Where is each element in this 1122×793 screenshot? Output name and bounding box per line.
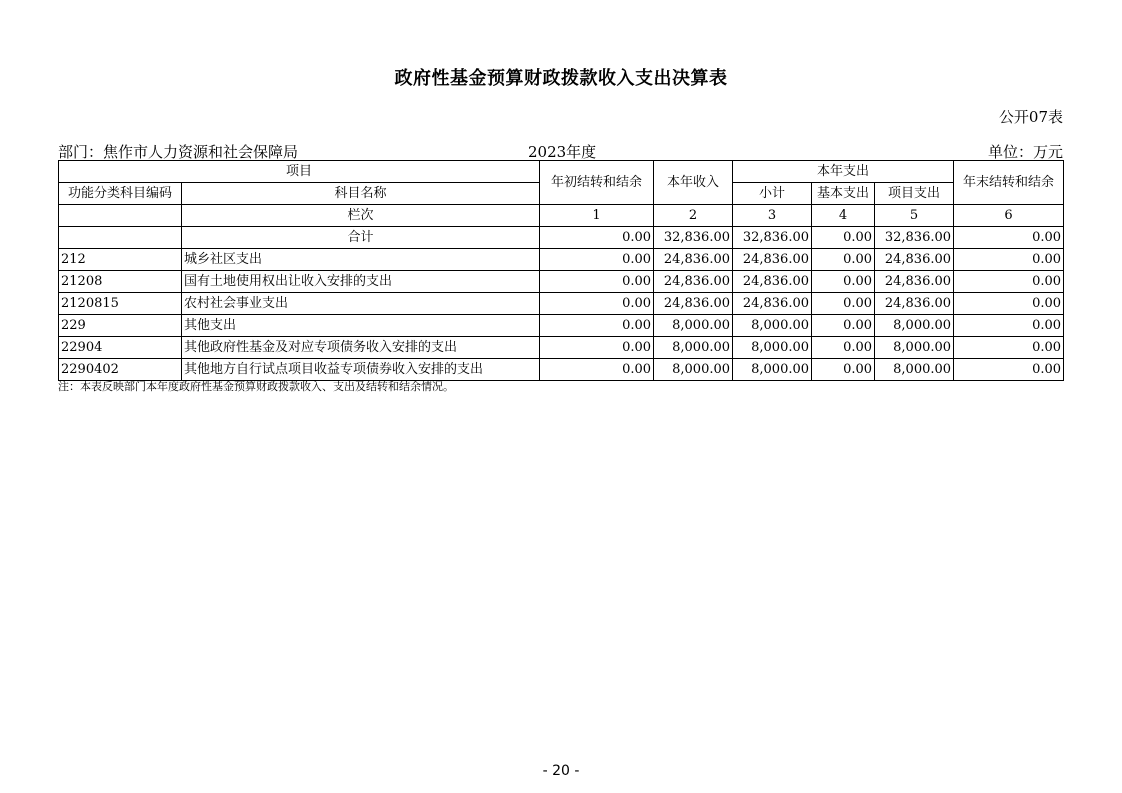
row-income: 24,836.00 — [654, 249, 733, 271]
row-code: 22904 — [59, 337, 182, 359]
row-subtotal: 8,000.00 — [733, 315, 812, 337]
row-project-expense: 24,836.00 — [875, 271, 954, 293]
row-closing: 0.00 — [954, 249, 1064, 271]
total-closing: 0.00 — [954, 227, 1064, 249]
table-row — [59, 271, 1064, 293]
unit-label: 单位：万元 — [987, 143, 1063, 161]
row-basic: 0.00 — [812, 315, 875, 337]
meta-row — [58, 141, 1063, 161]
row-basic: 0.00 — [812, 337, 875, 359]
header-basic-expense: 基本支出 — [812, 183, 875, 205]
fiscal-year: 2023年度 — [528, 143, 597, 161]
table-row — [59, 315, 1064, 337]
total-row — [59, 227, 1064, 249]
column-index-cell: 2 — [654, 205, 733, 227]
row-closing: 0.00 — [954, 271, 1064, 293]
department-label: 部门：焦作市人力资源和社会保障局 — [58, 143, 299, 161]
header-project-expense: 项目支出 — [875, 183, 954, 205]
column-index-label: 栏次 — [182, 205, 540, 227]
row-closing: 0.00 — [954, 315, 1064, 337]
row-income: 24,836.00 — [654, 293, 733, 315]
row-project-expense: 8,000.00 — [875, 359, 954, 381]
header-row-1 — [59, 161, 1064, 183]
page-title: 政府性基金预算财政拨款收入支出决算表 — [394, 68, 728, 89]
row-opening: 0.00 — [540, 271, 654, 293]
total-income: 32,836.00 — [654, 227, 733, 249]
header-name: 科目名称 — [182, 183, 540, 205]
row-name: 农村社会事业支出 — [182, 293, 540, 315]
column-index-cell: 3 — [733, 205, 812, 227]
row-basic: 0.00 — [812, 293, 875, 315]
row-basic: 0.00 — [812, 271, 875, 293]
column-index-row — [59, 205, 1064, 227]
header-project: 项目 — [59, 161, 540, 183]
total-opening: 0.00 — [540, 227, 654, 249]
row-income: 24,836.00 — [654, 271, 733, 293]
row-income: 8,000.00 — [654, 359, 733, 381]
row-project-expense: 8,000.00 — [875, 337, 954, 359]
row-project-expense: 8,000.00 — [875, 315, 954, 337]
row-code: 212 — [59, 249, 182, 271]
row-income: 8,000.00 — [654, 337, 733, 359]
budget-table — [58, 160, 1064, 381]
table-note: 注：本表反映部门本年度政府性基金预算财政拨款收入、支出及结转和结余情况。 — [58, 380, 454, 393]
row-opening: 0.00 — [540, 315, 654, 337]
form-number: 公开07表 — [998, 108, 1063, 126]
row-code: 229 — [59, 315, 182, 337]
column-index-cell: 1 — [540, 205, 654, 227]
total-code-empty — [59, 227, 182, 249]
total-project-expense: 32,836.00 — [875, 227, 954, 249]
row-name: 其他政府性基金及对应专项债务收入安排的支出 — [182, 337, 540, 359]
row-name: 城乡社区支出 — [182, 249, 540, 271]
header-opening-balance: 年初结转和结余 — [540, 161, 654, 205]
row-subtotal: 8,000.00 — [733, 337, 812, 359]
row-basic: 0.00 — [812, 359, 875, 381]
row-subtotal: 8,000.00 — [733, 359, 812, 381]
row-subtotal: 24,836.00 — [733, 271, 812, 293]
row-name: 其他地方自行试点项目收益专项债券收入安排的支出 — [182, 359, 540, 381]
total-label: 合计 — [182, 227, 540, 249]
column-index-cell: 4 — [812, 205, 875, 227]
row-opening: 0.00 — [540, 337, 654, 359]
header-expense: 本年支出 — [733, 161, 954, 183]
column-index-empty — [59, 205, 182, 227]
row-opening: 0.00 — [540, 293, 654, 315]
total-basic: 0.00 — [812, 227, 875, 249]
row-opening: 0.00 — [540, 359, 654, 381]
column-index-cell: 5 — [875, 205, 954, 227]
row-name: 国有土地使用权出让收入安排的支出 — [182, 271, 540, 293]
total-subtotal: 32,836.00 — [733, 227, 812, 249]
header-closing-balance: 年末结转和结余 — [954, 161, 1064, 205]
row-project-expense: 24,836.00 — [875, 293, 954, 315]
row-code: 2120815 — [59, 293, 182, 315]
row-code: 2290402 — [59, 359, 182, 381]
row-income: 8,000.00 — [654, 315, 733, 337]
column-index-cell: 6 — [954, 205, 1064, 227]
row-code: 21208 — [59, 271, 182, 293]
row-closing: 0.00 — [954, 359, 1064, 381]
header-income: 本年收入 — [654, 161, 733, 205]
table-row — [59, 337, 1064, 359]
page-number: - 20 - — [542, 763, 580, 779]
row-opening: 0.00 — [540, 249, 654, 271]
table-row — [59, 249, 1064, 271]
header-subtotal: 小计 — [733, 183, 812, 205]
row-closing: 0.00 — [954, 337, 1064, 359]
header-code: 功能分类科目编码 — [59, 183, 182, 205]
row-subtotal: 24,836.00 — [733, 293, 812, 315]
row-name: 其他支出 — [182, 315, 540, 337]
row-subtotal: 24,836.00 — [733, 249, 812, 271]
row-closing: 0.00 — [954, 293, 1064, 315]
row-basic: 0.00 — [812, 249, 875, 271]
table-row — [59, 293, 1064, 315]
row-project-expense: 24,836.00 — [875, 249, 954, 271]
